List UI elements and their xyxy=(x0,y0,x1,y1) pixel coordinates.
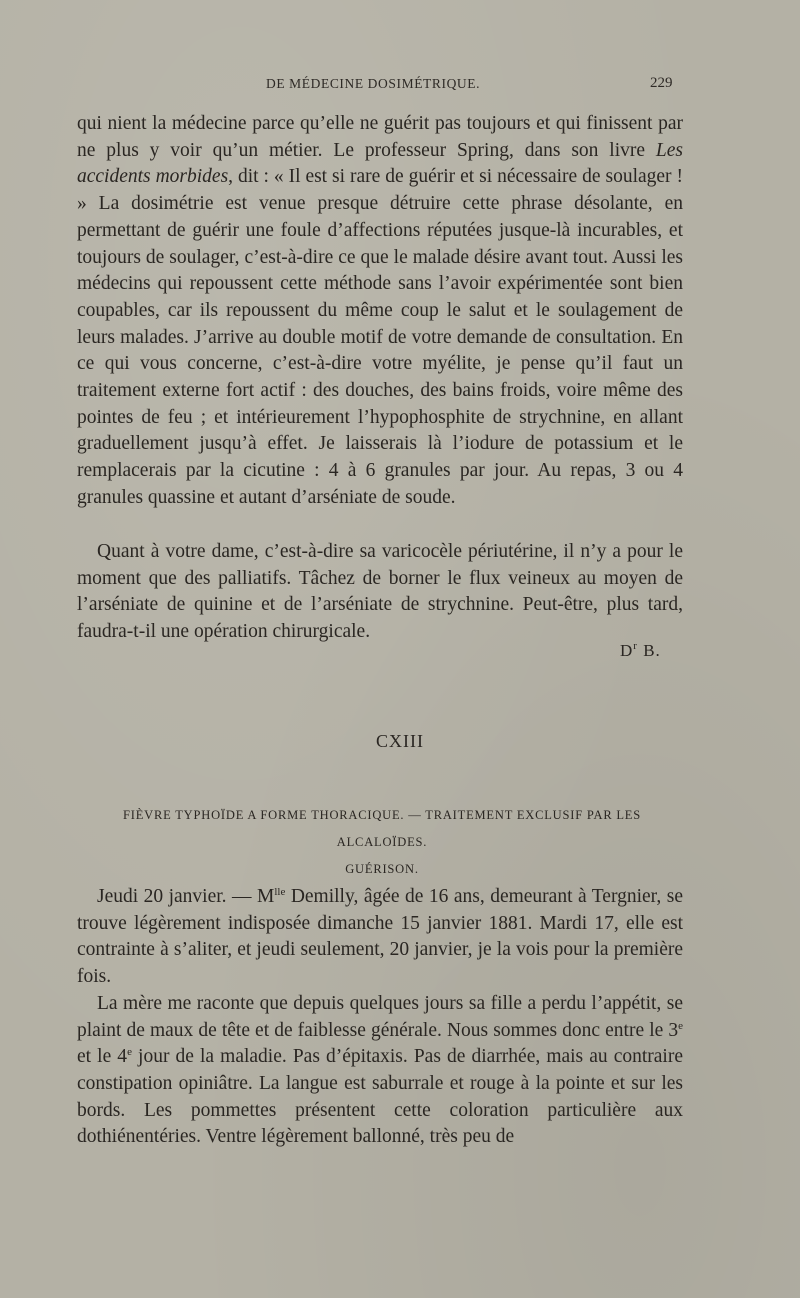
paragraph: Jeudi 20 janvier. — $M^{lle}$ Demilly, âgée de 16 ans, demeurant à Tergnier, se trouve légèrement indisposée dimanche 15 janvier 1881. Mardi 17, elle est contrainte à s’aliter, et jeudi seulement, 20 janvier, je la vois pour la première fois. xyxy=(77,886,683,988)
paragraph xyxy=(77,111,683,512)
running-head: DE MÉDECINE DOSIMÉTRIQUE. xyxy=(266,76,481,91)
chapter-title-line: FIÈVRE TYPHOÏDE A FORME THORACIQUE. — TRAITEMENT EXCLUSIF PAR LES ALCALOÏDES. xyxy=(122,808,641,849)
signature: $D^r$ B. xyxy=(620,640,661,660)
paragraph: Quant à votre dame, c’est-à-dire sa varicocèle périutérine, il n’y a pour le moment que des palliatifs. Tâchez de borner le flux veineux au moyen de l’arséniate de quinine et de l’arséniate de strychnine. Peut-être, plus tard, faudra-t-il une opération chirurgicale. xyxy=(77,541,683,643)
paragraph-text: qui nient la médecine parce qu’elle ne guérit pas toujours et qui finissent par ne plus y voir qu’un métier. Le professeur Spring, dans son livre xyxy=(77,113,683,161)
page-number: 229 xyxy=(650,75,673,91)
chapter-number: CXIII xyxy=(376,731,424,751)
case-report xyxy=(77,884,683,1151)
paragraph-text: , dit : « Il est si rare de guérir et si nécessaire de soulager ! » La dosimétrie est venue presque détruire cette phrase désolante, en permettant de guérir une foule d’affections réputées jusque-là incurables, et toujours de soulager, c’est-à-dire ce que le malade désire avant tout. Aussi les médecins qui repoussent cette méthode sans l’avoir expérimentée sont bien coupables, car ils repoussent du même coup le salut et le soulagement de leurs malades. J’arrive au double motif de votre demande de consultation. En ce qui vous concerne, c’est-à-dire votre myélite, je pense qu’il faut un traitement externe fort actif : des douches, des bains froids, voire même des pointes de feu ; et intérieurement l’hypophosphite de strychnine, en allant graduellement jusqu’à effet. Je laisserais là l’iodure de potassium et le remplacerais par la cicutine : 4 à 6 granules par jour. Au repas, 3 ou 4 granules quassine et autant d’arséniate de soude. xyxy=(77,166,683,508)
chapter-title-line: GUÉRISON. xyxy=(345,862,419,876)
letter-body-continued xyxy=(77,539,683,646)
paragraph: La mère me raconte que depuis quelques jours sa fille a perdu l’appétit, se plaint de maux de tête et de faiblesse générale. Nous sommes donc entre le 3e et le 4e jour de la maladie. Pas d’épitaxis. Pas de diarrhée, mais au contraire constipation opiniâtre. La langue est saburrale et rouge à la pointe et sur les bords. Les pommettes présentent cette coloration particulière aux dothiénentéries. Ventre légèrement ballonné, très peu de xyxy=(77,992,683,1148)
book-title: Les accidents morbides xyxy=(77,139,683,188)
letter-body xyxy=(77,111,683,512)
chapter-title xyxy=(77,802,687,883)
